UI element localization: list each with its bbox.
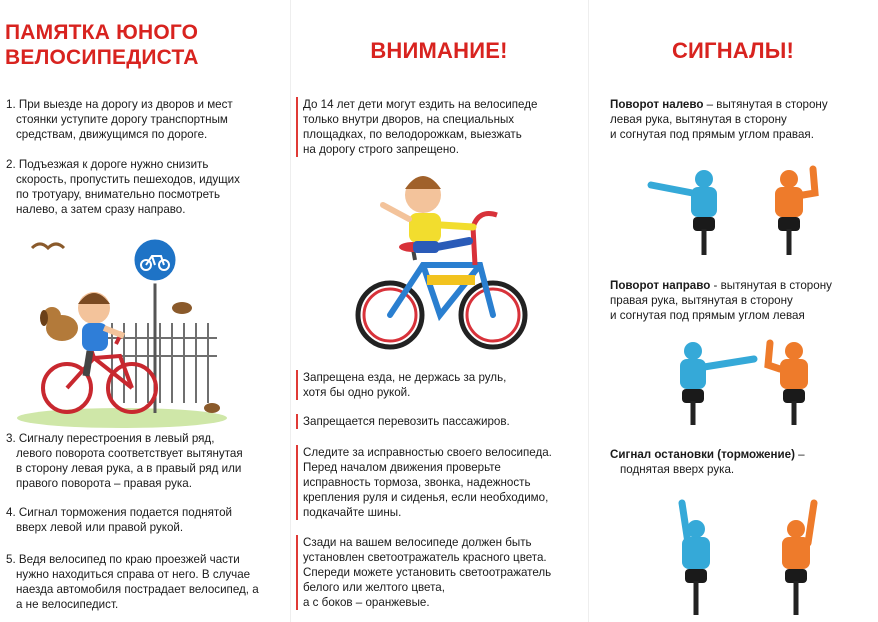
rule-line: а не велосипедист. xyxy=(16,598,119,611)
signals-title: СИГНАЛЫ! xyxy=(671,38,795,63)
memo-title-line: ПАМЯТКА ЮНОГО xyxy=(5,21,199,44)
signal-lead: Сигнал остановки (торможение) xyxy=(610,448,795,461)
rule-line: 5. Ведя велосипед по краю проезжей части xyxy=(6,553,240,566)
rule-3 xyxy=(6,431,243,491)
stop-signal-illustration xyxy=(658,495,838,617)
paragraph-line: установлен светоотражатель красного цвета. xyxy=(303,551,547,564)
rule-line: наезда автомобиля пострадает велосипед, а xyxy=(16,583,259,596)
paragraph-line: хотя бы одно рукой. xyxy=(303,386,411,399)
signal-line: правая рука, вытянутая в сторону xyxy=(610,294,793,307)
column-memo xyxy=(0,0,290,622)
paragraph-line: белого или желтого цвета, xyxy=(303,581,445,594)
paragraph-line: До 14 лет дети могут ездить на велосипеде xyxy=(303,98,538,111)
rule-1 xyxy=(6,97,233,142)
paragraph-line: на дорогу строго запрещено. xyxy=(303,143,459,156)
child-on-bicycle-illustration xyxy=(345,165,535,360)
signal-rest: – вытянутая в сторону xyxy=(703,98,828,111)
rule-line: в сторону левая рука, а в правый ряд или xyxy=(16,462,242,475)
rule-line: левого поворота соответствует вытянутая xyxy=(16,447,243,460)
signal-right-turn-text xyxy=(610,278,832,323)
paragraph-line: Запрещается перевозить пассажиров. xyxy=(303,415,510,428)
attention-paragraph-condition xyxy=(296,445,552,520)
signal-line: и согнутая под прямым углом левая xyxy=(610,309,805,322)
rule-5 xyxy=(6,552,259,612)
attention-paragraph-reflectors xyxy=(296,535,551,610)
right-turn-signal-illustration xyxy=(658,335,838,427)
rule-line: по тротуару, внимательно посмотреть xyxy=(16,188,221,201)
memo-title xyxy=(5,20,285,70)
attention-paragraph-passengers xyxy=(296,414,510,429)
column-attention xyxy=(290,0,588,622)
rule-line: правого поворота – правая рука. xyxy=(16,477,192,490)
paragraph-line: Запрещена езда, не держась за руль, xyxy=(303,371,507,384)
rule-line: вверх левой или правой рукой. xyxy=(16,521,184,534)
paragraph-line: Спереди можете установить светоотражатель xyxy=(303,566,552,579)
rule-line: стоянки уступите дорогу транспортным xyxy=(16,113,228,126)
rule-line: 2. Подъезжая к дороге нужно снизить xyxy=(6,158,209,171)
paragraph-line: Сзади на вашем велосипеде должен быть xyxy=(303,536,532,549)
attention-paragraph-age xyxy=(296,97,537,157)
rule-line: скорость, пропустить пешеходов, идущих xyxy=(16,173,240,186)
column-signals xyxy=(588,0,878,622)
rule-line: 3. Сигналу перестроения в левый ряд, xyxy=(6,432,215,445)
paragraph-line: крепления руля и сиденья, если необходимо, xyxy=(303,491,549,504)
signal-lead: Поворот налево xyxy=(610,98,704,111)
attention-paragraph-handlebar xyxy=(296,370,506,400)
paragraph-line: исправность тормоза, звонка, надежность xyxy=(303,476,531,489)
signal-line: левая рука, вытянутая в сторону xyxy=(610,113,787,126)
rule-line: нужно находиться справа от него. В случае xyxy=(16,568,251,581)
signal-rest: - вытянутая в сторону xyxy=(710,279,832,292)
signal-lead: Поворот направо xyxy=(610,279,711,292)
rule-line: средствам, движущимся по дороге. xyxy=(16,128,208,141)
left-turn-signal-illustration xyxy=(643,163,833,258)
rule-line: 1. При выезде на дорогу из дворов и мест xyxy=(6,98,233,111)
boy-on-bicycle-illustration xyxy=(12,228,232,428)
paragraph-line: а с боков – оранжевые. xyxy=(303,596,430,609)
paragraph-line: только внутри дворов, на специальных xyxy=(303,113,515,126)
rule-2 xyxy=(6,157,240,217)
memo-title-line: ВЕЛОСИПЕДИСТА xyxy=(5,46,199,69)
paragraph-line: подкачайте шины. xyxy=(303,506,402,519)
signal-rest: – xyxy=(794,448,805,461)
paragraph-line: Следите за исправностью своего велосипеда. xyxy=(303,446,552,459)
signal-left-turn-text xyxy=(610,97,828,142)
attention-title: ВНИМАНИЕ! xyxy=(370,38,508,63)
signal-line: и согнутая под прямым углом правая. xyxy=(610,128,814,141)
paragraph-line: Перед началом движения проверьте xyxy=(303,461,501,474)
signal-line: поднятая вверх рука. xyxy=(620,463,735,476)
signal-stop-text xyxy=(610,447,805,477)
rule-line: налево, а затем сразу направо. xyxy=(16,203,186,216)
rule-4 xyxy=(6,505,232,535)
rule-line: 4. Сигнал торможения подается поднятой xyxy=(6,506,232,519)
paragraph-line: площадках, по велодорожкам, выезжать xyxy=(303,128,522,141)
